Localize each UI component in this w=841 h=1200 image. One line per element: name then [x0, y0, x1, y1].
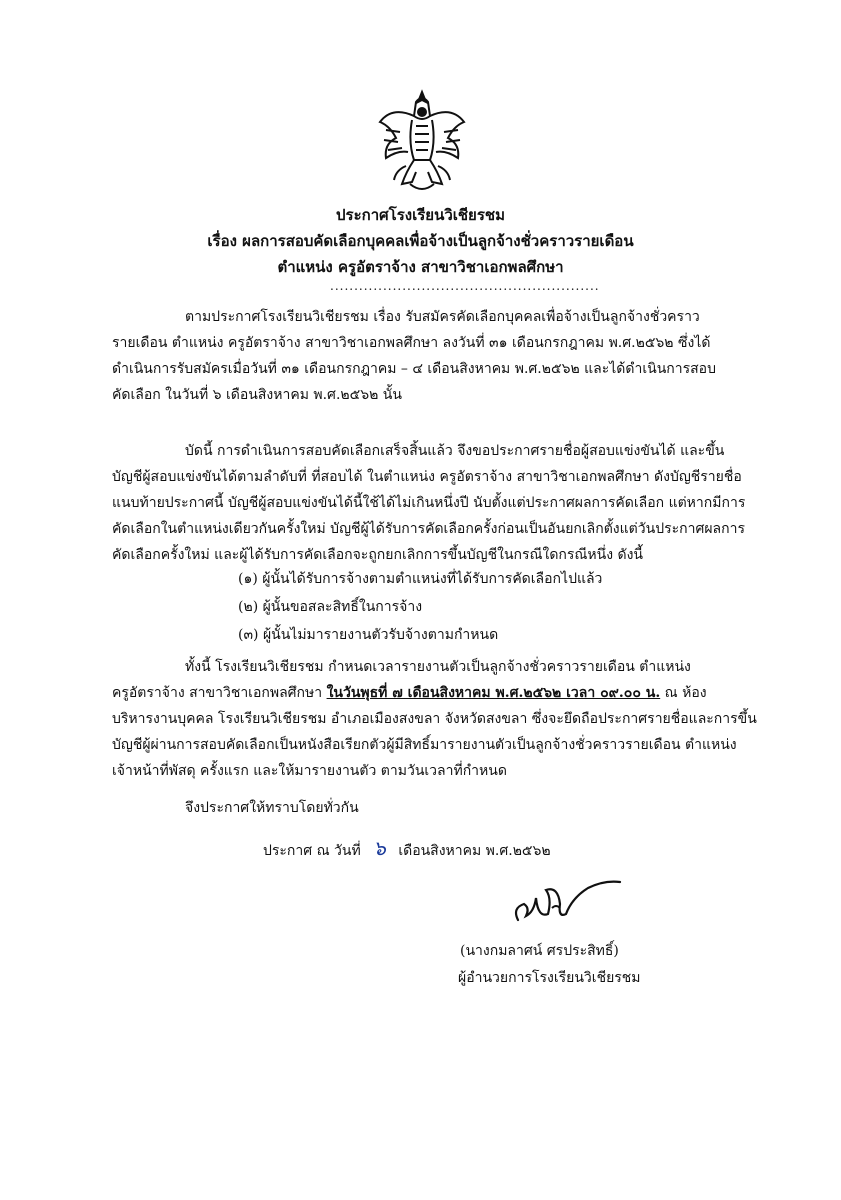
closing-statement: จึงประกาศให้ทราบโดยทั่วกัน [185, 800, 359, 816]
text-line: คัดเลือก ในวันที่ ๖ เดือนสิงหาคม พ.ศ.๒๕๖๒ นั้น [112, 387, 402, 403]
signer-title: ผู้อำนวยการโรงเรียนวิเชียรชม [458, 970, 641, 986]
text-line: ทั้งนี้ โรงเรียนวิเชียรชม กำหนดเวลารายงานตัวเป็นลูกจ้างชั่วคราวรายเดือน ตำแหน่ง [185, 659, 691, 675]
text-line: บัญชีผู้สอบแข่งขันได้ตามลำดับที่ ที่สอบได้ ในตำแหน่ง ครูอัตราจ้าง สาขาวิชาเอกพลศึกษา ดังบัญชีรายชื่อ [112, 469, 742, 485]
paragraph-reporting [112, 654, 764, 784]
announcement-date [263, 832, 551, 864]
garuda-emblem [372, 86, 472, 196]
text-line: บัดนี้ การดำเนินการสอบคัดเลือกเสร็จสิ้นแล้ว จึงขอประกาศรายชื่อผู้สอบแข่งขันได้ และขึ้น [185, 443, 725, 459]
text-line: เจ้าหน้าที่พัสดุ ครั้งแรก และให้มารายงานตัว ตามวันเวลาที่กำหนด [112, 763, 507, 779]
list-item: (๓) ผู้นั้นไม่มารายงานตัวรับจ้างตามกำหนด [238, 627, 499, 643]
text-line-with-emphasis [112, 680, 764, 706]
list-item: (๑) ผู้นั้นได้รับการจ้างตามตำแหน่งที่ได้รับการคัดเลือกไปแล้ว [238, 571, 603, 587]
cancellation-conditions [238, 565, 602, 649]
list-item: (๒) ผู้นั้นขอสละสิทธิ์ในการจ้าง [238, 599, 423, 615]
handwritten-day: ๖ [373, 836, 386, 860]
paragraph-announcement-reference [112, 304, 764, 408]
text-line: บัญชีผู้ผ่านการสอบคัดเลือกเป็นหนังสือเรียกตัวผู้มีสิทธิ์มารายงานตัวเป็นลูกจ้างชั่วคราวรายเดือน ตำแหน่ง [112, 737, 737, 753]
text-line: บริหารงานบุคคล โรงเรียนวิเชียรชม อำเภอเมืองสงขลา จังหวัดสงขลา ซึ่งจะยึดถือประกาศรายชื่อและการขึ้น [112, 711, 757, 727]
signature-mark [508, 868, 628, 932]
paragraph-results [112, 438, 764, 568]
signer-name: (นางกมลาศน์ ศรประสิทธิ์) [460, 943, 619, 959]
text-line: รายเดือน ตำแหน่ง ครูอัตราจ้าง สาขาวิชาเอกพลศึกษา ลงวันที่ ๓๑ เดือนกรกฎาคม พ.ศ.๒๕๖๒ ซึ่งได้ [112, 335, 711, 351]
text-line: แนบท้ายประกาศนี้ บัญชีผู้สอบแข่งขันได้นี้ใช้ได้ไม่เกินหนึ่งปี นับตั้งแต่ประกาศผลการคัดเลือก แต่หากมีการ [112, 495, 746, 511]
announcement-title: ประกาศโรงเรียนวิเชียรชม [336, 206, 505, 224]
text-line: คัดเลือกครั้งใหม่ และผู้ได้รับการคัดเลือกจะถูกยกเลิกการขึ้นบัญชีในกรณีใดกรณีหนึ่ง ดังนี้ [112, 547, 643, 563]
text-line: ดำเนินการรับสมัครเมื่อวันที่ ๓๑ เดือนกรกฎาคม – ๔ เดือนสิงหาคม พ.ศ.๒๕๖๒ และได้ดำเนินการสอบ [112, 361, 716, 377]
separator-dots: ........................................................ [330, 279, 600, 293]
text-segment: ณ ห้อง [660, 685, 707, 701]
text-segment: ครูอัตราจ้าง สาขาวิชาเอกพลศึกษา [112, 685, 327, 701]
text-line: คัดเลือกในตำแหน่งเดียวกันครั้งใหม่ บัญชีผู้ได้รับการคัดเลือกครั้งก่อนเป็นอันยกเลิกตั้งแต่วันประกาศผลการ [112, 521, 745, 537]
date-suffix: เดือนสิงหาคม พ.ศ.๒๕๖๒ [398, 843, 551, 859]
position-line: ตำแหน่ง ครูอัตราจ้าง สาขาวิชาเอกพลศึกษา [277, 258, 564, 276]
subject-line: เรื่อง ผลการสอบคัดเลือกบุคคลเพื่อจ้างเป็นลูกจ้างชั่วคราวรายเดือน [207, 232, 634, 250]
report-date-emphasis: ในวันพุธที่ ๗ เดือนสิงหาคม พ.ศ.๒๕๖๒ เวลา ๐๙.๐๐ น. [326, 685, 661, 701]
date-prefix: ประกาศ ณ วันที่ [263, 843, 361, 859]
text-line: ตามประกาศโรงเรียนวิเชียรชม เรื่อง รับสมัครคัดเลือกบุคคลเพื่อจ้างเป็นลูกจ้างชั่วคราว [185, 309, 700, 325]
